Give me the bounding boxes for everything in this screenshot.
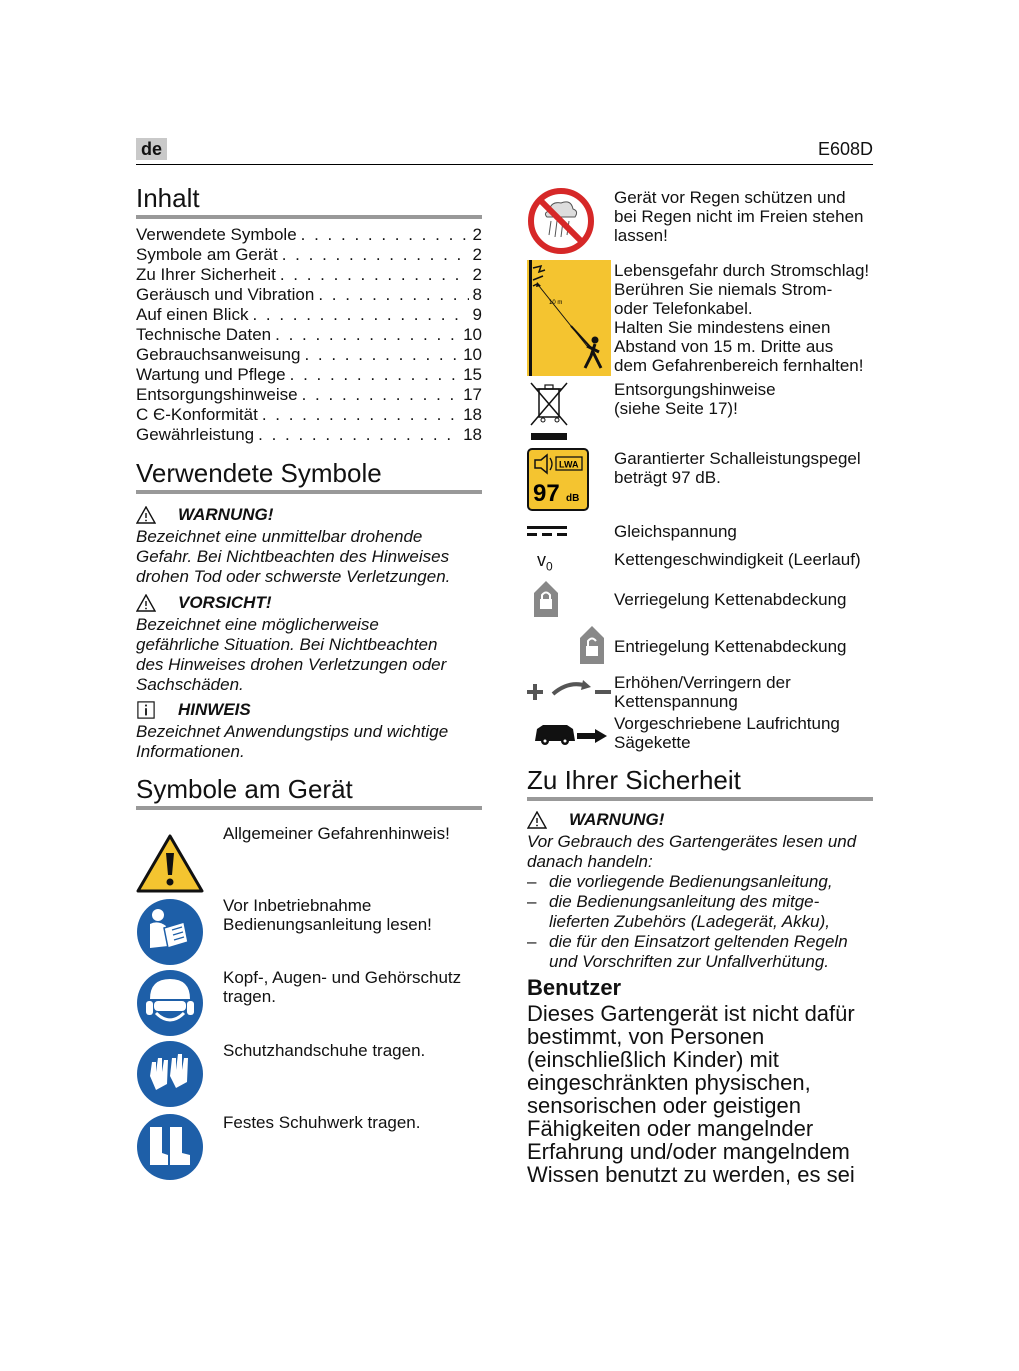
toc-entry[interactable]: Gebrauchsanweisung . . . 10 (136, 345, 482, 365)
gloves-icon (136, 1040, 204, 1108)
safety-intro-line: Vor Gebrauch des Gartengerätes lesen und (527, 832, 857, 851)
device-symbol-text: Allgemeiner Gefahrenhinweis! (223, 824, 450, 843)
warning-note (136, 505, 482, 587)
symbol-text: Lebensgefahr durch Stromschlag! Berühren Sie niemals Strom- oder Telefonkabel. Halten Sie mindestens einen Abstand von 15 m. Dritte aus dem Gefahrenbereich fernhalten! (614, 261, 870, 375)
safety-title: Zu Ihrer Sicherheit (527, 765, 741, 795)
warning-text-line: drohen Tod oder schwerste Verletzungen. (136, 567, 451, 586)
caution-triangle-icon (136, 594, 156, 612)
model-number: E608D (817, 139, 873, 159)
toc-entry[interactable]: Symbole am Gerät . . . 2 (136, 245, 482, 265)
db-value-label: 97 (533, 480, 560, 507)
hint-title: HINWEIS (178, 700, 251, 719)
power-line-danger-icon (527, 260, 611, 376)
device-symbol-text: Kopf-, Augen- und Gehörschutz tragen. (223, 968, 462, 1006)
toc-title: Inhalt (136, 183, 200, 213)
chain-tension-icon (527, 676, 613, 702)
section-rule (136, 806, 482, 810)
db-unit-label: dB (566, 493, 580, 504)
warning-text-line: Bezeichnet eine unmittelbar drohende (136, 527, 423, 546)
read-manual-icon (136, 898, 204, 966)
safety-warning (527, 810, 877, 972)
list-item: – die vorliegende Bedienungsanleitung, (527, 872, 833, 891)
symbol-text: Gleichspannung (614, 522, 737, 541)
user-subtitle: Benutzer (527, 975, 622, 1000)
symbol-text: Verriegelung Kettenabdeckung (614, 590, 847, 609)
lock-icon (532, 579, 560, 619)
device-symbol-text: Schutzhandschuhe tragen. (223, 1041, 426, 1060)
toc-entry[interactable]: Wartung und Pflege . . . 15 (136, 365, 482, 385)
hint-text-line: Informationen. (136, 742, 245, 761)
toc-list (136, 225, 482, 445)
symbol-text: Entriegelung Kettenabdeckung (614, 637, 847, 656)
no-rain-icon (527, 187, 595, 255)
toc-entry[interactable]: Gewährleistung . . . 18 (136, 425, 482, 445)
hint-note (136, 700, 482, 762)
caution-note (136, 593, 482, 695)
unlock-icon (578, 624, 606, 666)
boots-icon (136, 1113, 204, 1181)
device-symbol-text: Festes Schuhwerk tragen. (223, 1113, 421, 1132)
caution-text-line: Sachschäden. (136, 675, 244, 694)
caution-title: VORSICHT! (178, 593, 272, 612)
distance-label: 10 m (549, 300, 563, 306)
symbol-text: Garantierter Schalleistungspegel beträgt 97 dB. (614, 449, 861, 487)
hint-text-line: Bezeichnet Anwendungstips und wichtige (136, 722, 449, 741)
toc-entry[interactable]: Technische Daten . . . 10 (136, 325, 482, 345)
lwa-label: LWA (559, 459, 579, 470)
list-item: – die Bedienungsanleitung des mitge- lieferten Zubehörs (Ladegerät, Akku), (527, 892, 830, 931)
head-protection-icon (136, 969, 204, 1037)
chain-speed-icon: $v_0$ (537, 550, 553, 574)
symbol-text: Erhöhen/Verringern der Kettenspannung (614, 673, 791, 711)
chain-direction-icon (533, 721, 609, 747)
device-symbol-text: Vor Inbetriebnahme Bedienungsanleitung lesen! (223, 896, 432, 934)
toc-entry[interactable]: Geräusch und Vibration . . . 8 (136, 285, 482, 305)
warning-triangle-icon (136, 506, 156, 524)
user-paragraph: Dieses Gartengerät ist nicht dafür bestimmt, von Personen (einschließlich Kinder) mit eingeschränkten physischen, sensorischen oder geistigen Fähigkeiten oder mangelnder Erfahrung und/oder mangelndem Wissen benutzt zu werden, es sei (527, 1001, 855, 1187)
safety-section (527, 765, 873, 801)
toc-entry[interactable]: Verwendete Symbole . . . 2 (136, 225, 482, 245)
caution-text-line: Bezeichnet eine möglicherweise (136, 615, 379, 634)
noise-level-icon (527, 448, 589, 511)
caution-text-line: des Hinweises drohen Verletzungen oder (136, 655, 447, 674)
section-rule (527, 797, 873, 801)
toc-section (136, 183, 482, 219)
header-rule (136, 164, 873, 165)
symbol-text: Gerät vor Regen schützen und bei Regen nicht im Freien stehen lassen! (614, 188, 864, 245)
warning-title: WARNUNG! (178, 505, 274, 524)
toc-entry[interactable]: Zu Ihrer Sicherheit . . . 2 (136, 265, 482, 285)
toc-entry[interactable]: Ϲ Є-Konformität . . . 18 (136, 405, 482, 425)
dc-voltage-icon (527, 524, 567, 538)
safety-list (527, 872, 877, 972)
used-symbols-title: Verwendete Symbole (136, 458, 382, 488)
symbol-text: Entsorgungshinweise (siehe Seite 17)! (614, 380, 776, 418)
toc-entry[interactable]: Auf einen Blick . . . 9 (136, 305, 482, 325)
device-symbols-section (136, 774, 482, 810)
disposal-icon (527, 379, 571, 443)
safety-intro-line: danach handeln: (527, 852, 653, 871)
general-warning-icon (136, 833, 204, 893)
info-icon (136, 701, 156, 719)
warning-triangle-icon (527, 811, 547, 829)
symbol-text: Vorgeschriebene Laufrichtung Sägekette (614, 714, 840, 752)
caution-text-line: gefährliche Situation. Bei Nichtbeachten (136, 635, 438, 654)
safety-warning-title: WARNUNG! (569, 810, 665, 829)
symbol-text: Kettengeschwindigkeit (Leerlauf) (614, 550, 861, 569)
list-item: – die für den Einsatzort geltenden Regeln und Vorschriften zur Unfallverhütung. (527, 932, 848, 971)
section-rule (136, 490, 482, 494)
used-symbols-section (136, 458, 482, 494)
warning-text-line: Gefahr. Bei Nichtbeachten des Hinweises (136, 547, 450, 566)
language-tag: de (136, 138, 167, 160)
toc-entry[interactable]: Entsorgungshinweise . . . 17 (136, 385, 482, 405)
toc-title-rule (136, 215, 482, 219)
device-symbols-title: Symbole am Gerät (136, 774, 353, 804)
